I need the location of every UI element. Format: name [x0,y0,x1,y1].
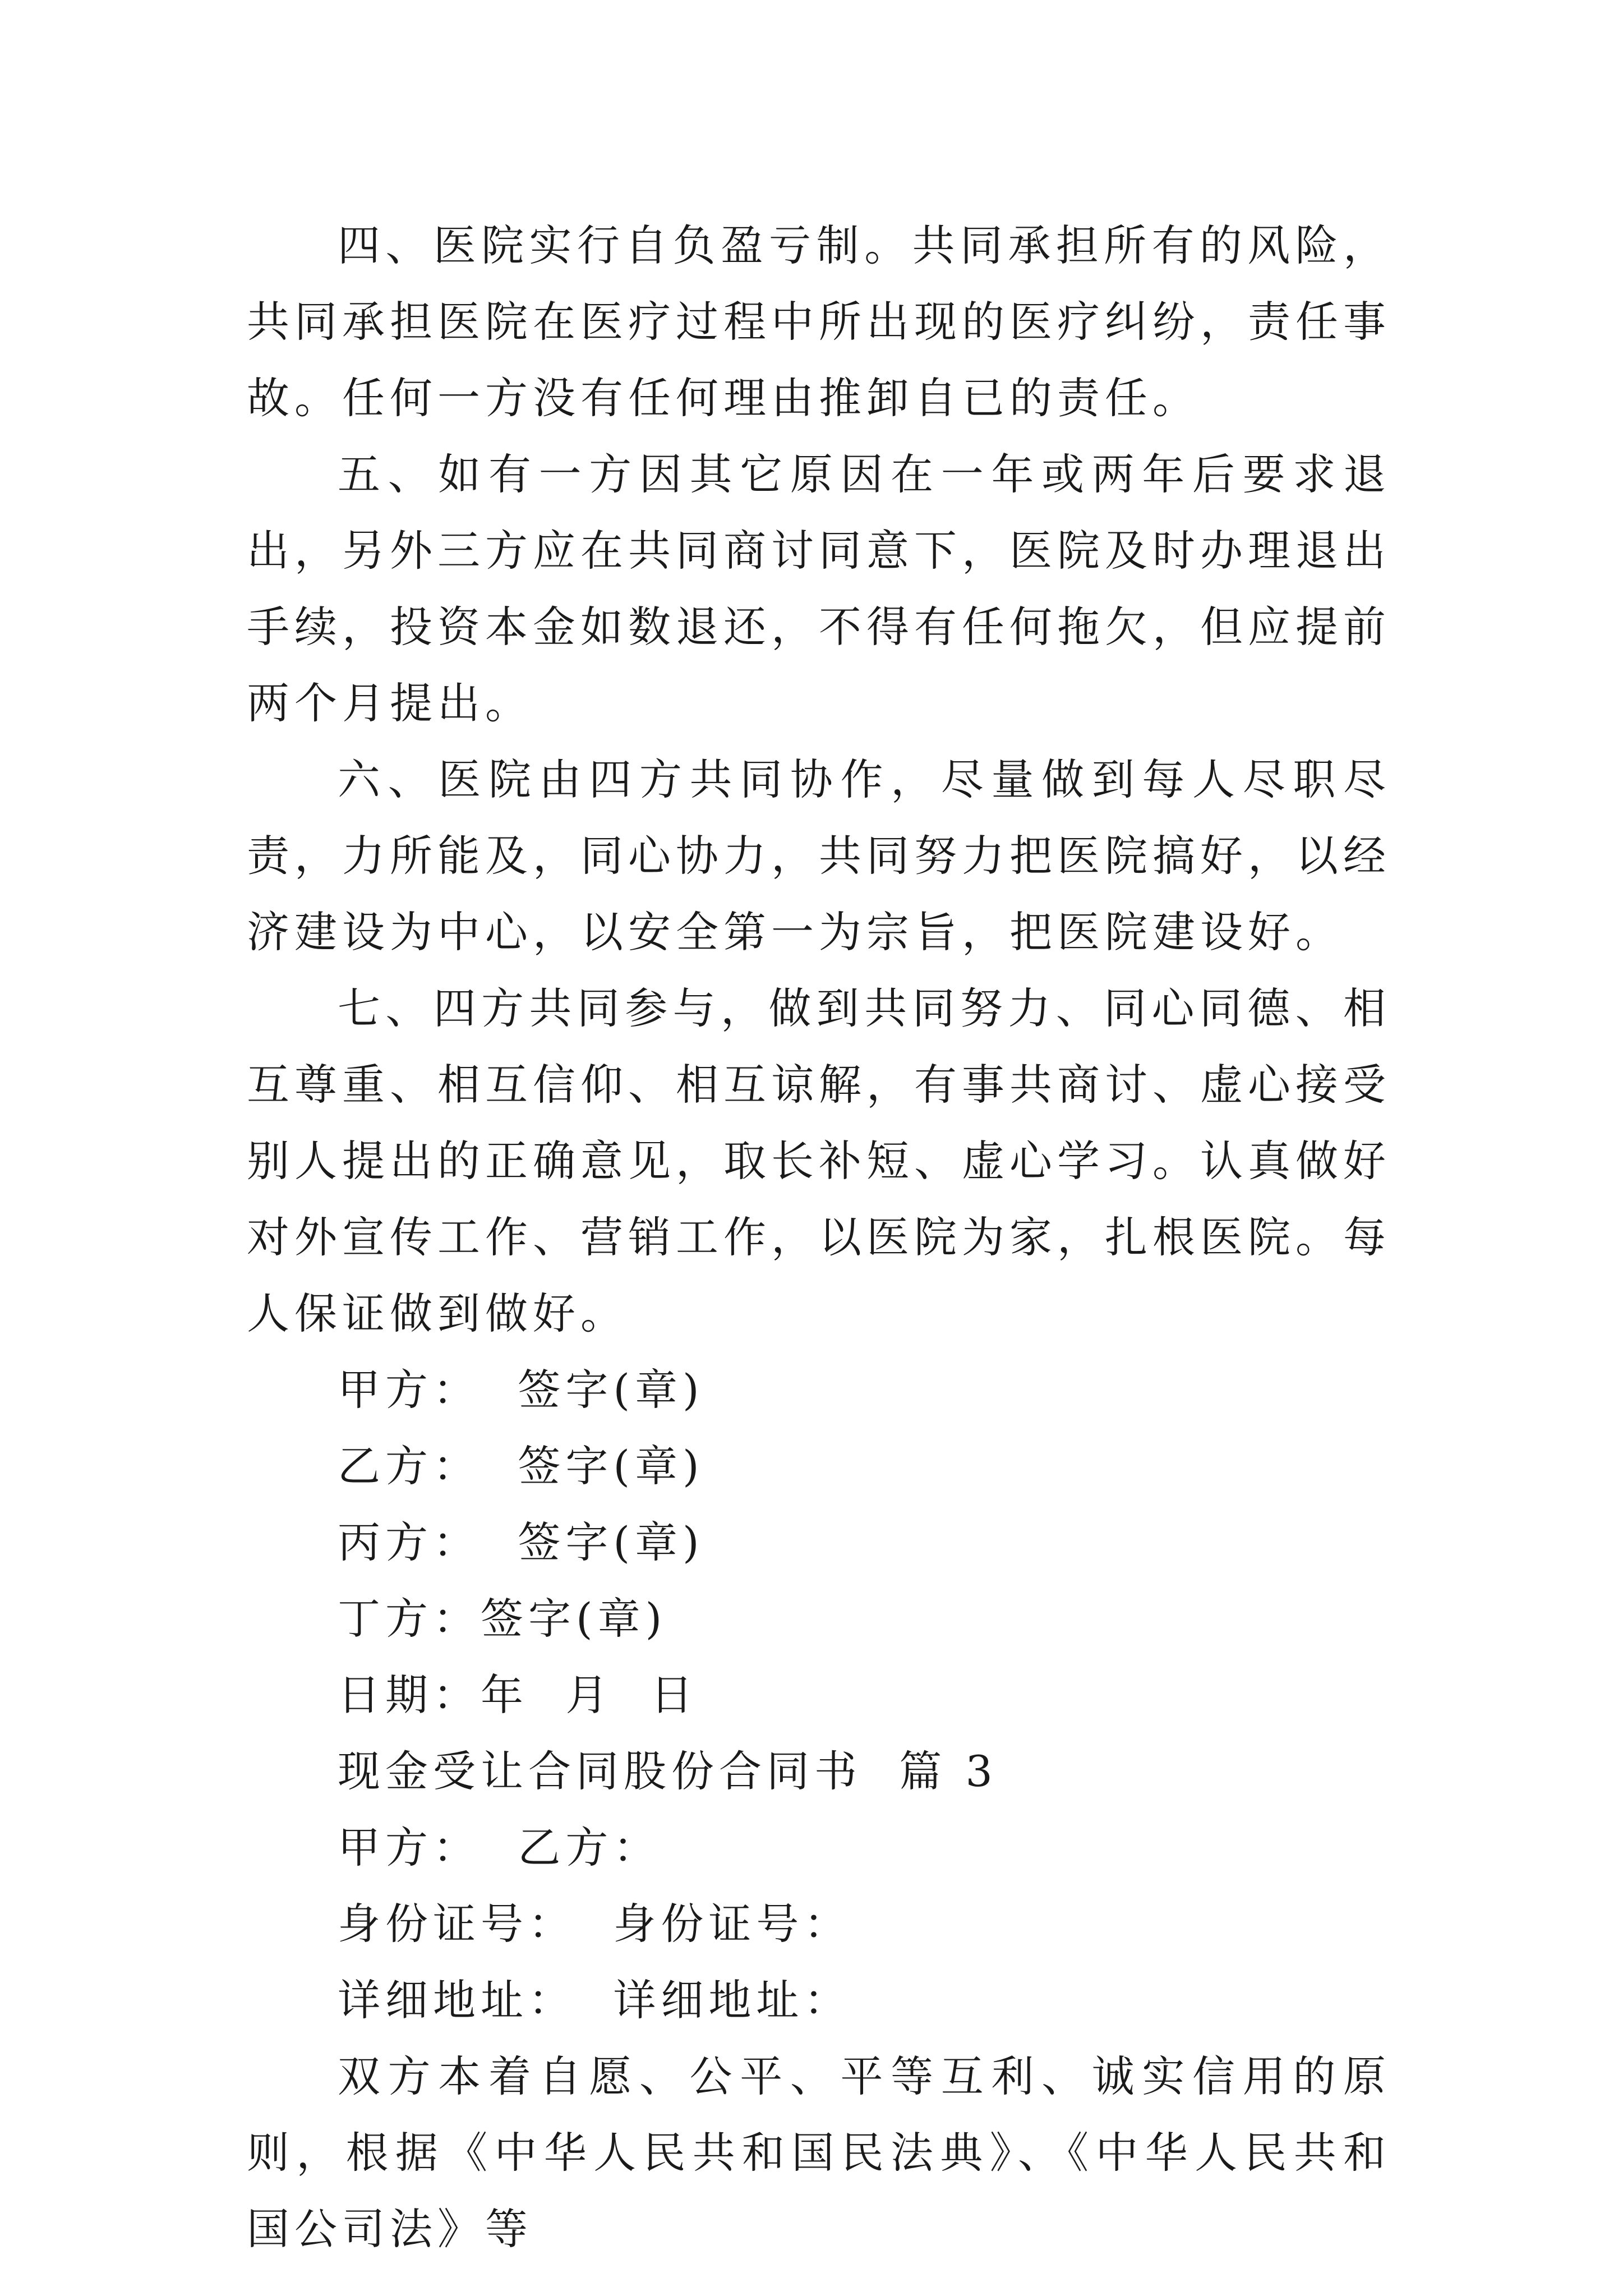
clause-seven: 七、四方共同参与，做到共同努力、同心同德、相互尊重、相互信仰、相互谅解，有事共商讨、虚心接受别人提出的正确意见，取长补短、虚心学习。认真做好对外宣传工作、营销工作，以医院为家，扎根医院。每人保证做到做好。 [247,983,1391,1338]
party-line: 甲方： 乙方： [338,1823,661,1872]
closing-paragraph: 双方本着自愿、公平、平等互利、诚实信用的原则，根据《中华人民共和国民法典》、《中华人民共和国公司法》等 [247,2051,1391,2254]
signature-party-d: 丁方：签字(章) [338,1594,667,1644]
id-number-line: 身份证号： 身份证号： [338,1899,852,1949]
clause-five: 五、如有一方因其它原因在一年或两年后要求退出，另外三方应在共同商讨同意下，医院及时办理退出手续，投资本金如数退还，不得有任何拖欠，但应提前两个月提出。 [247,449,1391,728]
clause-six: 六、医院由四方共同协作，尽量做到每人尽职尽责，力所能及，同心协力，共同努力把医院搞好，以经济建设为中心，以安全第一为宗旨，把医院建设好。 [247,754,1391,957]
signature-party-a: 甲方： 签字(章) [338,1365,704,1415]
section-title: 现金受让合同股份合同书 篇 3 [338,1746,998,1796]
address-line: 详细地址： 详细地址： [338,1975,852,2025]
signature-party-b: 乙方： 签字(章) [338,1441,704,1491]
document-body [247,208,1391,2267]
signature-party-c: 丙方： 签字(章) [338,1517,704,1567]
signature-date: 日期：年 月 日 [338,1670,698,1720]
clause-four: 四、医院实行自负盈亏制。共同承担所有的风险，共同承担医院在医疗过程中所出现的医疗纠纷，责任事故。任何一方没有任何理由推卸自已的责任。 [247,220,1391,423]
